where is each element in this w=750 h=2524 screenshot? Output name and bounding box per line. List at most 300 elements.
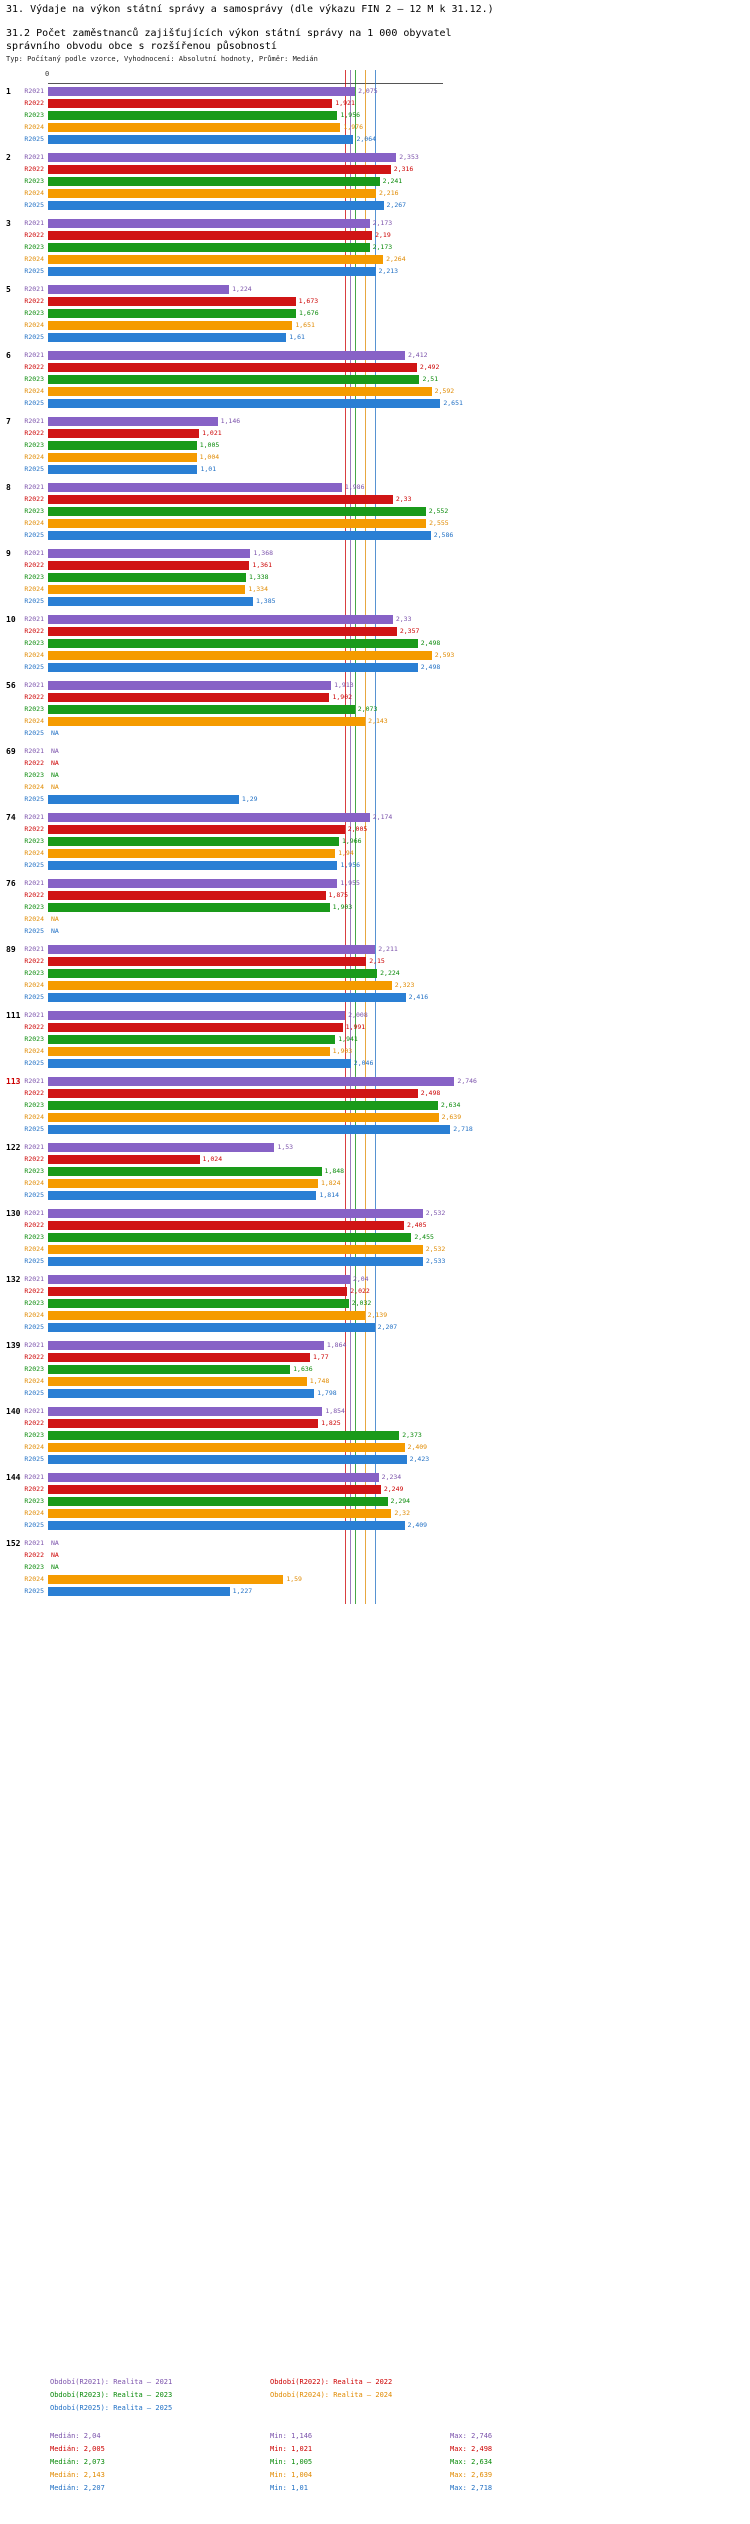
bar[interactable]	[48, 615, 393, 624]
bar[interactable]	[48, 1407, 322, 1416]
bar-row	[0, 1352, 750, 1364]
bar-row	[0, 926, 750, 938]
chart-stats	[0, 2432, 750, 2497]
bar[interactable]	[48, 123, 340, 132]
bar[interactable]	[48, 219, 370, 228]
bar[interactable]	[48, 1443, 405, 1452]
bar[interactable]	[48, 795, 239, 804]
series-label: R2024	[24, 717, 44, 725]
bar[interactable]	[48, 1485, 381, 1494]
bar-group	[0, 218, 750, 278]
bar[interactable]	[48, 1089, 418, 1098]
bar[interactable]	[48, 1035, 335, 1044]
bar-row	[0, 902, 750, 914]
bar-value-label: 1,991	[345, 1023, 366, 1031]
series-label: R2021	[24, 615, 44, 623]
bar-row	[0, 1010, 750, 1022]
bar[interactable]	[48, 1311, 365, 1320]
bar-value-label: 1,921	[335, 99, 355, 107]
bar-value-label: 2,412	[407, 351, 428, 359]
series-label: R2024	[24, 1509, 44, 1517]
x-axis-line	[48, 83, 443, 84]
bar-value-label: 2,409	[407, 1443, 428, 1451]
bar[interactable]	[48, 585, 245, 594]
bar[interactable]	[48, 99, 332, 108]
bar[interactable]	[48, 1275, 350, 1284]
bar[interactable]	[48, 153, 396, 162]
bar[interactable]	[48, 1245, 423, 1254]
series-label: R2022	[24, 561, 44, 569]
bar-row	[0, 1484, 750, 1496]
bar-row	[0, 548, 750, 560]
bar[interactable]	[48, 705, 355, 714]
bar[interactable]	[48, 387, 432, 396]
bar-group	[0, 746, 750, 806]
bar[interactable]	[48, 297, 296, 306]
bar[interactable]	[48, 903, 330, 912]
bar-row	[0, 1100, 750, 1112]
bar-row	[0, 1166, 750, 1178]
bar[interactable]	[48, 1521, 405, 1530]
bar-row	[0, 398, 750, 410]
group-label: 69	[6, 747, 16, 756]
stats-item: Medián: 2,04	[50, 2432, 101, 2440]
bar[interactable]	[48, 639, 418, 648]
bar-value-label: 1,673	[298, 297, 319, 305]
bar[interactable]	[48, 1341, 324, 1350]
stats-item: Min: 1,01	[270, 2484, 308, 2492]
bar[interactable]	[48, 309, 296, 318]
bar-row	[0, 284, 750, 296]
series-label: R2021	[24, 351, 44, 359]
bar-row	[0, 494, 750, 506]
bar[interactable]	[48, 333, 286, 342]
bar[interactable]	[48, 627, 397, 636]
bar[interactable]	[48, 1143, 274, 1152]
series-label: R2025	[24, 267, 44, 275]
bar-value-label: 2,173	[372, 243, 393, 251]
bar-row	[0, 650, 750, 662]
stats-item: Medián: 2,005	[50, 2445, 105, 2453]
bar[interactable]	[48, 1389, 314, 1398]
bar-row	[0, 134, 750, 146]
bar[interactable]	[48, 429, 199, 438]
series-label: R2023	[24, 309, 44, 317]
group-label: 113	[6, 1077, 21, 1086]
group-label: 144	[6, 1473, 21, 1482]
bar-value-label: 2,211	[378, 945, 398, 953]
bar[interactable]	[48, 1059, 351, 1068]
bar[interactable]	[48, 285, 229, 294]
bar-value-label: 1,903	[332, 1047, 353, 1055]
bar-row	[0, 1244, 750, 1256]
bar-value-label: 1,676	[299, 309, 319, 317]
bar[interactable]	[48, 483, 342, 492]
bar-row	[0, 296, 750, 308]
bar-value-label-na: NA	[51, 759, 59, 767]
bar-row	[0, 1208, 750, 1220]
bar-row	[0, 1034, 750, 1046]
series-label: R2024	[24, 1311, 44, 1319]
bar-value-label: 1,338	[249, 573, 269, 581]
bar-group	[0, 1010, 750, 1070]
bar[interactable]	[48, 1455, 407, 1464]
bar-group	[0, 680, 750, 740]
bar[interactable]	[48, 693, 329, 702]
bar[interactable]	[48, 441, 197, 450]
bar-group	[0, 152, 750, 212]
bar[interactable]	[48, 1323, 375, 1332]
legend-item[interactable]: Období(R2024): Realita – 2024	[270, 2391, 393, 2399]
bar[interactable]	[48, 561, 249, 570]
series-label: R2025	[24, 333, 44, 341]
bar[interactable]	[48, 1155, 200, 1164]
legend-row	[0, 2404, 750, 2417]
bar-value-label: 2,586	[433, 531, 454, 539]
series-label: R2024	[24, 189, 44, 197]
bar[interactable]	[48, 495, 393, 504]
group-label: 3	[6, 219, 11, 228]
bar-row	[0, 914, 750, 926]
series-label: R2025	[24, 201, 44, 209]
bar-group	[0, 86, 750, 146]
bar[interactable]	[48, 1209, 423, 1218]
bar-value-label-na: NA	[51, 771, 59, 779]
bar[interactable]	[48, 1125, 450, 1134]
bar[interactable]	[48, 177, 380, 186]
bar-row	[0, 1496, 750, 1508]
bar[interactable]	[48, 993, 406, 1002]
bar[interactable]	[48, 957, 366, 966]
bar[interactable]	[48, 1509, 391, 1518]
series-label: R2024	[24, 585, 44, 593]
series-label: R2024	[24, 1575, 44, 1583]
bar[interactable]	[48, 825, 345, 834]
bar-row	[0, 770, 750, 782]
bar-value-label: 2,249	[383, 1485, 404, 1493]
bar-row	[0, 188, 750, 200]
bar-value-label: 2,04	[352, 1275, 369, 1283]
bar-row	[0, 482, 750, 494]
bar-row	[0, 1232, 750, 1244]
bar-row	[0, 1430, 750, 1442]
stats-row	[0, 2458, 750, 2471]
bar[interactable]	[48, 531, 431, 540]
series-label: R2024	[24, 981, 44, 989]
group-label: 132	[6, 1275, 21, 1284]
bar[interactable]	[48, 111, 337, 120]
bar-value-label: 2,555	[429, 519, 449, 527]
bar-value-label: 2,139	[367, 1311, 388, 1319]
bar[interactable]	[48, 1575, 283, 1584]
bar-row	[0, 530, 750, 542]
bar[interactable]	[48, 1221, 404, 1230]
bar[interactable]	[48, 399, 440, 408]
bar-value-label: 1,902	[332, 693, 353, 701]
bar-row	[0, 848, 750, 860]
bar-value-label: 1,875	[328, 891, 349, 899]
bar[interactable]	[48, 879, 337, 888]
bar[interactable]	[48, 717, 365, 726]
bar[interactable]	[48, 165, 391, 174]
bar[interactable]	[48, 891, 326, 900]
bar-row	[0, 518, 750, 530]
bar[interactable]	[48, 1299, 349, 1308]
bar[interactable]	[48, 255, 383, 264]
bar[interactable]	[48, 465, 197, 474]
bar-value-label: 1,361	[252, 561, 272, 569]
group-label: 1	[6, 87, 11, 96]
series-label: R2025	[24, 531, 44, 539]
bar-value-label: 2,022	[350, 1287, 370, 1295]
bar[interactable]	[48, 573, 246, 582]
bar-group	[0, 1274, 750, 1334]
series-label: R2024	[24, 849, 44, 857]
bar[interactable]	[48, 1167, 322, 1176]
series-label: R2024	[24, 651, 44, 659]
bar[interactable]	[48, 681, 331, 690]
series-label: R2023	[24, 1431, 44, 1439]
bar-value-label: 1,227	[232, 1587, 253, 1595]
bar-row	[0, 1076, 750, 1088]
bar-group	[0, 482, 750, 542]
series-label: R2025	[24, 597, 44, 605]
bar-group	[0, 1406, 750, 1466]
bar[interactable]	[48, 1431, 399, 1440]
bar-row	[0, 266, 750, 278]
bar-row	[0, 836, 750, 848]
bar[interactable]	[48, 861, 337, 870]
bar[interactable]	[48, 981, 392, 990]
bar-group	[0, 1538, 750, 1598]
series-label: R2024	[24, 1245, 44, 1253]
bar-row	[0, 638, 750, 650]
bar[interactable]	[48, 663, 418, 672]
bar[interactable]	[48, 231, 372, 240]
bar-value-label: 1,651	[295, 321, 315, 329]
series-label: R2022	[24, 1485, 44, 1493]
bar-value-label: 1,334	[248, 585, 268, 593]
bar-value-label: 2,207	[377, 1323, 398, 1331]
series-label: R2025	[24, 135, 44, 143]
bar[interactable]	[48, 453, 197, 462]
bar-row	[0, 386, 750, 398]
bar[interactable]	[48, 1047, 330, 1056]
series-label: R2025	[24, 1521, 44, 1529]
bar[interactable]	[48, 837, 339, 846]
bar[interactable]	[48, 417, 218, 426]
bar-value-label: 2,651	[443, 399, 463, 407]
bar-value-label: 2,416	[408, 993, 429, 1001]
bar-value-label: 2,498	[420, 1089, 441, 1097]
bar-row	[0, 662, 750, 674]
bar[interactable]	[48, 189, 376, 198]
bar-row	[0, 200, 750, 212]
bar-row	[0, 242, 750, 254]
bar-row	[0, 956, 750, 968]
bar-row	[0, 1124, 750, 1136]
bar[interactable]	[48, 321, 292, 330]
bar[interactable]	[48, 1287, 347, 1296]
bar-row	[0, 878, 750, 890]
bar-row	[0, 1550, 750, 1562]
series-label: R2021	[24, 1341, 44, 1349]
bar[interactable]	[48, 1365, 290, 1374]
series-label: R2022	[24, 231, 44, 239]
series-label: R2023	[24, 1299, 44, 1307]
bar-value-label: 1,864	[326, 1341, 347, 1349]
bar[interactable]	[48, 519, 426, 528]
bar-row	[0, 968, 750, 980]
bar[interactable]	[48, 135, 353, 144]
bar-group	[0, 548, 750, 608]
bar-row	[0, 704, 750, 716]
legend-item[interactable]: Období(R2025): Realita – 2025	[50, 2404, 173, 2412]
series-label: R2022	[24, 1221, 44, 1229]
bar-value-label: 1,004	[199, 453, 220, 461]
series-label: R2021	[24, 945, 44, 953]
bar[interactable]	[48, 1497, 388, 1506]
series-label: R2022	[24, 627, 44, 635]
bar-value-label: 2,373	[402, 1431, 422, 1439]
group-label: 122	[6, 1143, 21, 1152]
bar-value-label: 2,532	[425, 1245, 446, 1253]
bar[interactable]	[48, 1179, 318, 1188]
bar-row	[0, 1406, 750, 1418]
bar-value-label: 2,008	[348, 1011, 368, 1019]
series-label: R2025	[24, 399, 44, 407]
bar-row	[0, 1418, 750, 1430]
bar-value-label: 1,53	[277, 1143, 294, 1151]
stats-row	[0, 2471, 750, 2484]
series-label: R2023	[24, 969, 44, 977]
bar-value-label-na: NA	[51, 783, 59, 791]
bar[interactable]	[48, 375, 419, 384]
bar-value-label-na: NA	[51, 1539, 59, 1547]
bar-value-label: 1,956	[340, 861, 361, 869]
bar-value-label: 2,143	[368, 717, 388, 725]
stats-row	[0, 2432, 750, 2445]
bar[interactable]	[48, 945, 375, 954]
bar[interactable]	[48, 1353, 310, 1362]
bar[interactable]	[48, 1377, 307, 1386]
bar[interactable]	[48, 507, 426, 516]
series-label: R2022	[24, 825, 44, 833]
group-label: 9	[6, 549, 11, 558]
bar[interactable]	[48, 201, 384, 210]
bar[interactable]	[48, 597, 253, 606]
series-label: R2023	[24, 111, 44, 119]
bar[interactable]	[48, 1257, 423, 1266]
bar-group	[0, 350, 750, 410]
bar-value-label: 2,492	[419, 363, 440, 371]
bar-group	[0, 812, 750, 872]
series-label: R2023	[24, 1365, 44, 1373]
bar-value-label-na: NA	[51, 729, 59, 737]
bar-value-label: 2,294	[390, 1497, 411, 1505]
bar-value-label: 2,639	[441, 1113, 462, 1121]
bar[interactable]	[48, 1077, 454, 1086]
bar-value-label: 1,94	[338, 849, 354, 857]
bar-row	[0, 164, 750, 176]
bar[interactable]	[48, 1233, 411, 1242]
series-label: R2021	[24, 1275, 44, 1283]
bar[interactable]	[48, 969, 377, 978]
bar[interactable]	[48, 849, 335, 858]
bar[interactable]	[48, 549, 250, 558]
bar-group	[0, 1142, 750, 1202]
bar[interactable]	[48, 87, 355, 96]
bar-value-label: 2,264	[386, 255, 406, 263]
bar-value-label: 2,224	[380, 969, 400, 977]
stats-item: Min: 1,021	[270, 2445, 313, 2453]
bar-value-label: 2,064	[356, 135, 377, 143]
bar[interactable]	[48, 651, 432, 660]
bar[interactable]	[48, 243, 370, 252]
bar[interactable]	[48, 1023, 343, 1032]
series-label: R2023	[24, 705, 44, 713]
bar[interactable]	[48, 1101, 438, 1110]
series-label: R2024	[24, 321, 44, 329]
series-label: R2022	[24, 759, 44, 767]
bar-value-label: 2,19	[375, 231, 391, 239]
bar[interactable]	[48, 1473, 379, 1482]
bar-row	[0, 860, 750, 872]
bar-row	[0, 440, 750, 452]
series-label: R2021	[24, 219, 44, 227]
bar-row	[0, 332, 750, 344]
series-label: R2023	[24, 1233, 44, 1241]
series-label: R2024	[24, 1443, 44, 1451]
bar[interactable]	[48, 1587, 230, 1596]
bar[interactable]	[48, 363, 417, 372]
bar[interactable]	[48, 1113, 439, 1122]
bar-row	[0, 416, 750, 428]
legend-item[interactable]: Období(R2021): Realita – 2021	[50, 2378, 173, 2386]
bar-value-label: 2,455	[414, 1233, 434, 1241]
legend-item[interactable]: Období(R2023): Realita – 2023	[50, 2391, 173, 2399]
chart-legend	[0, 2378, 750, 2417]
bar[interactable]	[48, 1011, 345, 1020]
bar[interactable]	[48, 813, 370, 822]
bar-value-label: 1,005	[199, 441, 220, 449]
series-label: R2022	[24, 495, 44, 503]
bar-value-label: 2,173	[372, 219, 393, 227]
stats-row	[0, 2445, 750, 2458]
bar[interactable]	[48, 351, 405, 360]
series-label: R2023	[24, 1101, 44, 1109]
bar[interactable]	[48, 1191, 316, 1200]
bar[interactable]	[48, 267, 376, 276]
series-label: R2024	[24, 1179, 44, 1187]
bar-row	[0, 230, 750, 242]
series-label: R2023	[24, 375, 44, 383]
legend-item[interactable]: Období(R2022): Realita – 2022	[270, 2378, 393, 2386]
bar[interactable]	[48, 1419, 318, 1428]
bar-row	[0, 1376, 750, 1388]
bar-row	[0, 944, 750, 956]
bar-row	[0, 812, 750, 824]
series-label: R2022	[24, 1155, 44, 1163]
series-label: R2021	[24, 813, 44, 821]
bar-value-label: 2,592	[434, 387, 455, 395]
bar-row	[0, 464, 750, 476]
series-label: R2024	[24, 255, 44, 263]
bar-value-label: 2,316	[393, 165, 414, 173]
bar-value-label-na: NA	[51, 1563, 59, 1571]
stats-item: Min: 1,005	[270, 2458, 313, 2466]
series-label: R2025	[24, 993, 44, 1001]
